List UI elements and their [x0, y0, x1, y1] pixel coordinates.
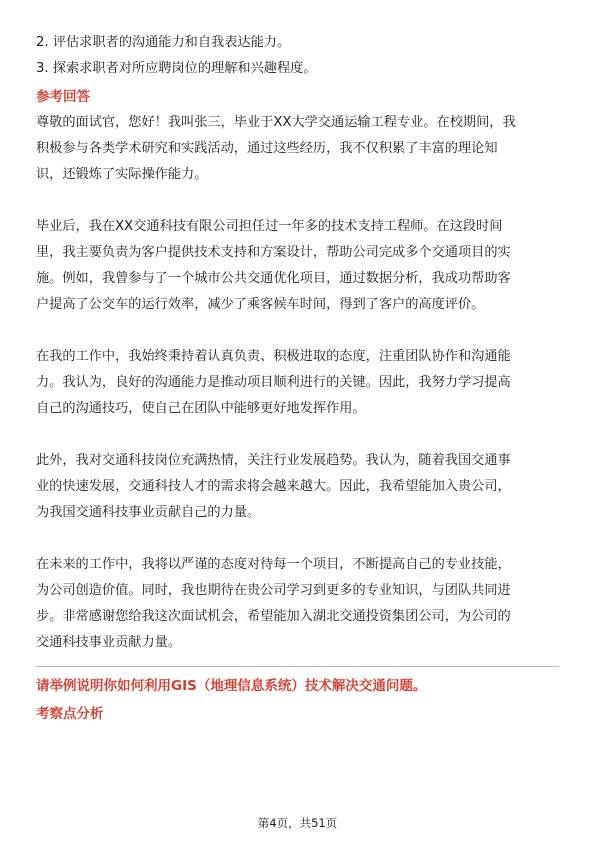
list-item: 3. 探索求职者对所应聘岗位的理解和兴趣程度。 — [36, 61, 317, 76]
text-line: 交通科技事业贡献力量。 — [36, 635, 182, 650]
answer-paragraph — [36, 448, 559, 526]
text-line: 毕业后，我在XX交通科技有限公司担任过一年多的技术支持工程师。在这段时间 — [36, 219, 503, 234]
text-line: 步。非常感谢您给我这次面试机会，希望能加入湖北交通投资集团公司，为公司的 — [36, 609, 511, 624]
text-line: 积极参与各类学术研究和实践活动，通过这些经历，我不仅积累了丰富的理论知 — [36, 141, 498, 156]
answer-heading: 参考回答 — [36, 89, 90, 105]
text-line: 户提高了公交车的运行效率，减少了乘客候车时间，得到了客户的高度评价。 — [36, 297, 485, 312]
page-number: 第4页，共51页 — [257, 816, 338, 830]
answer-paragraph — [36, 344, 559, 422]
text-line: 力。我认为，良好的沟通能力是推动项目顺利进行的关键。因此，我努力学习提高 — [36, 375, 511, 390]
text-line: 此外，我对交通科技岗位充满热情，关注行业发展趋势。我认为，随着我国交通事 — [36, 453, 511, 468]
list-item: 2. 评估求职者的沟通能力和自我表达能力。 — [36, 35, 291, 50]
text-line: 里，我主要负责为客户提供技术支持和方案设计，帮助公司完成多个交通项目的实 — [36, 245, 511, 260]
text-line: 自己的沟通技巧，使自己在团队中能够更好地发挥作用。 — [36, 401, 366, 416]
answer-paragraph — [36, 552, 559, 656]
analysis-heading: 考察点分析 — [36, 706, 104, 722]
answer-paragraph — [36, 214, 559, 318]
text-line: 施。例如，我曾参与了一个城市公共交通优化项目，通过数据分析，我成功帮助客 — [36, 271, 511, 286]
text-line: 在我的工作中，我始终秉持着认真负责、积极进取的态度，注重团队协作和沟通能 — [36, 349, 511, 364]
text-line: 为我国交通科技事业贡献自己的力量。 — [36, 505, 261, 520]
document-page — [36, 30, 559, 727]
text-line: 为公司创造价值。同时，我也期待在贵公司学习到更多的专业知识，与团队共同进 — [36, 583, 511, 598]
answer-paragraph — [36, 110, 559, 188]
section-divider — [36, 666, 559, 667]
text-line: 业的快速发展，交通科技人才的需求将会越来越大。因此，我希望能加入贵公司， — [36, 479, 511, 494]
text-line: 尊敬的面试官，您好！我叫张三，毕业于XX大学交通运输工程专业。在校期间，我 — [36, 115, 516, 130]
text-line: 识，还锻炼了实际操作能力。 — [36, 167, 208, 182]
text-line: 在未来的工作中，我将以严谨的态度对待每一个项目，不断提高自己的专业技能， — [36, 557, 511, 572]
question-heading: 请举例说明你如何利用GIS（地理信息系统）技术解决交通问题。 — [36, 678, 427, 694]
